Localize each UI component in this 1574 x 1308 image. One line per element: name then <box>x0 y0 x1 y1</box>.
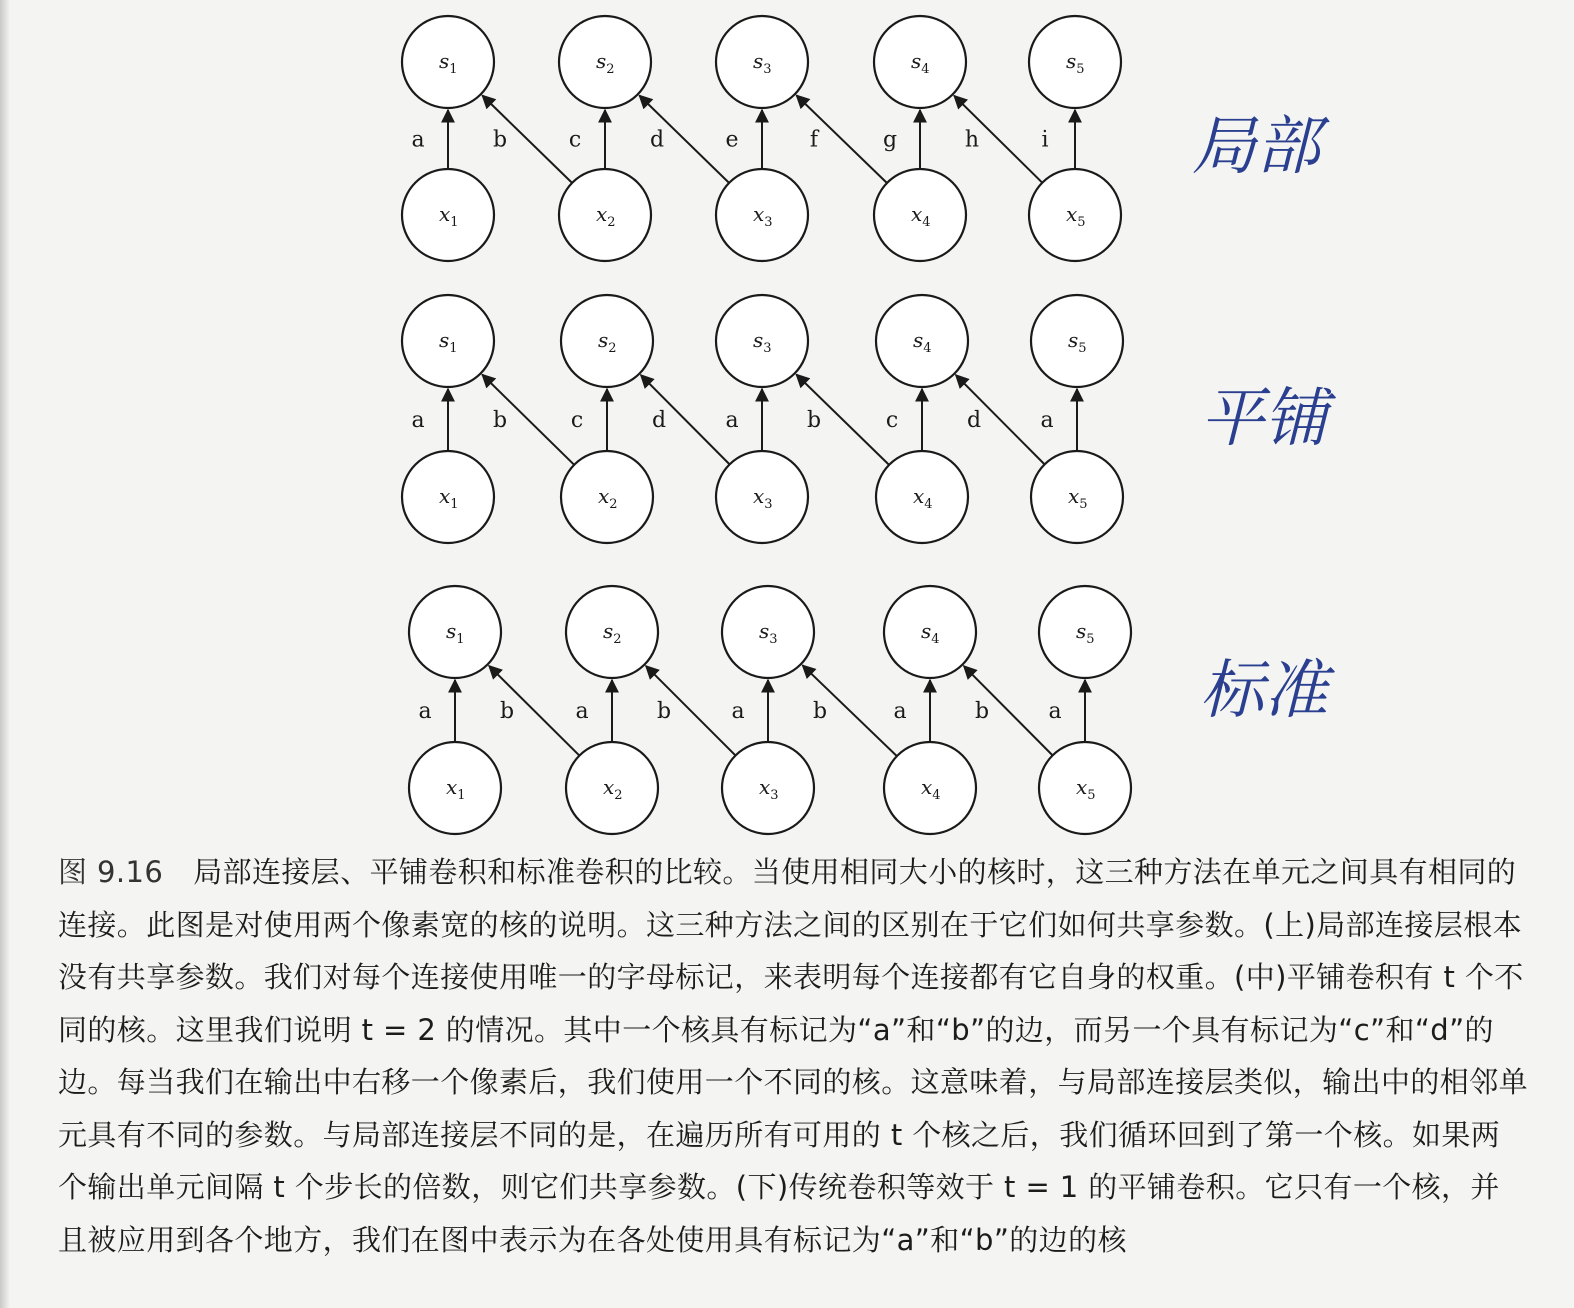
edge-label: e <box>725 127 739 153</box>
input-node-x3 <box>722 742 814 834</box>
output-node-s5 <box>1029 16 1121 108</box>
input-node-x5-label: $x_5$ <box>1076 775 1096 803</box>
output-node-s2-label: $s_2$ <box>596 49 615 77</box>
input-node-x4 <box>874 169 966 261</box>
input-node-x5-label: $x_5$ <box>1066 202 1086 230</box>
output-node-s4-label: $s_4$ <box>913 328 932 356</box>
input-node-x1 <box>409 742 501 834</box>
input-node-x4-label: $x_4$ <box>911 202 931 230</box>
panel-standard <box>409 586 1335 834</box>
edge-label: c <box>568 127 582 153</box>
output-node-s1 <box>402 16 494 108</box>
output-node-s3 <box>716 16 808 108</box>
edge-label: a <box>731 699 745 724</box>
input-node-x1 <box>402 451 494 543</box>
output-node-s2-label: $s_2$ <box>598 328 617 356</box>
output-node-s5-label: $s_5$ <box>1076 619 1095 647</box>
input-node-x2-label: $x_2$ <box>598 484 618 512</box>
output-node-s4 <box>874 16 966 108</box>
output-node-s3 <box>716 295 808 387</box>
input-node-x5-label: $x_5$ <box>1068 484 1088 512</box>
input-node-x3-label: $x_3$ <box>759 775 779 803</box>
handwritten-annotation-standard: 标准 <box>1200 654 1328 728</box>
input-node-x5 <box>1029 169 1121 261</box>
input-node-x4-label: $x_4$ <box>921 775 941 803</box>
input-node-x5 <box>1039 742 1131 834</box>
output-node-s1 <box>402 295 494 387</box>
handwritten-annotation-tiled: 平铺 <box>1200 382 1328 456</box>
edge-label: d <box>651 408 667 433</box>
input-node-x2-label: $x_2$ <box>596 202 616 230</box>
output-node-s2 <box>559 16 651 108</box>
output-node-s2-label: $s_2$ <box>603 619 622 647</box>
output-node-s4 <box>876 295 968 387</box>
output-node-s1-label: $s_1$ <box>446 619 465 647</box>
output-node-s5-label: $s_5$ <box>1066 49 1085 77</box>
output-node-s5 <box>1039 586 1131 678</box>
edge-label: a <box>725 408 739 433</box>
edge-label: c <box>570 408 584 433</box>
edge-label: a <box>418 699 432 724</box>
input-node-x3 <box>716 451 808 543</box>
input-node-x2 <box>559 169 651 261</box>
output-node-s5 <box>1031 295 1123 387</box>
input-node-x2-label: $x_2$ <box>603 775 623 803</box>
edge-label: a <box>893 699 907 724</box>
panel-tiled <box>402 295 1337 543</box>
output-node-s1-label: $s_1$ <box>439 49 458 77</box>
edge-label: h <box>964 127 980 153</box>
edge-label: a <box>411 127 425 153</box>
input-node-x4 <box>884 742 976 834</box>
edge-label: b <box>812 699 828 724</box>
output-node-s1 <box>409 586 501 678</box>
input-node-x1-label: $x_1$ <box>439 484 459 512</box>
edge-label: d <box>649 127 665 153</box>
input-node-x1-label: $x_1$ <box>439 202 459 230</box>
edge-label: a <box>1048 699 1062 724</box>
edge-label: f <box>809 127 819 153</box>
edge-label: c <box>885 408 899 433</box>
input-node-x1 <box>402 169 494 261</box>
input-node-x3-label: $x_3$ <box>753 202 773 230</box>
input-node-x4-label: $x_4$ <box>913 484 933 512</box>
input-node-x2 <box>561 451 653 543</box>
input-node-x2 <box>566 742 658 834</box>
output-node-s3 <box>722 586 814 678</box>
output-node-s4-label: $s_4$ <box>921 619 940 647</box>
edge-label: b <box>656 699 672 724</box>
edge-label: g <box>882 127 898 153</box>
output-node-s2 <box>561 295 653 387</box>
edge-label: a <box>411 408 425 433</box>
edge-label: d <box>966 408 982 433</box>
edge-label: b <box>492 127 508 153</box>
output-node-s3-label: $s_3$ <box>759 619 778 647</box>
edge-label: i <box>1041 127 1049 153</box>
edge-label: a <box>1040 408 1054 433</box>
output-node-s4-label: $s_4$ <box>911 49 930 77</box>
output-node-s3-label: $s_3$ <box>753 328 772 356</box>
output-node-s5-label: $s_5$ <box>1068 328 1087 356</box>
input-node-x3-label: $x_3$ <box>753 484 773 512</box>
panel-local <box>402 16 1330 261</box>
input-node-x4 <box>876 451 968 543</box>
input-node-x1-label: $x_1$ <box>446 775 466 803</box>
caption-figure-number: 图 9.16 <box>58 855 164 889</box>
edge-label: b <box>806 408 822 433</box>
input-node-x5 <box>1031 451 1123 543</box>
caption-text: 局部连接层、平铺卷积和标准卷积的比较。当使用相同大小的核时，这三种方法在单元之间具有相同的连接。此图是对使用两个像素宽的核的说明。这三种方法之间的区别在于它们如何共享参数。(上)局部连接层根本没有共享参数。我们对每个连接使用唯一的字母标记，来表明每个连接都有它自身的权重。(中)平铺卷积有 t 个不同的核。这里我们说明 t = 2 的情况。其中一个核具有标记为“a”和“b”的边，而另一个具有标记为“c”和“d”的边。每当我们在输出中右移一个像素后，我们使用一个不同的核。这意味着，与局部连接层类似，输出中的相邻单元具有不同的参数。与局部连接层不同的是，在遍历所有可用的 t 个核之后，我们循环回到了第一个核。如果两个输出单元间隔 t 个步长的倍数，则它们共享参数。(下)传统卷积等效于 t = 1 的平铺卷积。它只有一个核，并且被应用到各个地方，我们在图中表示为在各处使用具有标记为“a”和“b”的边的核 <box>58 855 1529 1257</box>
edge-label: a <box>575 699 589 724</box>
edge-label: b <box>974 699 990 724</box>
handwritten-annotation-local: 局部 <box>1192 110 1320 184</box>
output-node-s3-label: $s_3$ <box>753 49 772 77</box>
output-node-s4 <box>884 586 976 678</box>
figure-caption <box>58 846 1528 1266</box>
edge-label: b <box>492 408 508 433</box>
edge-label: b <box>499 699 515 724</box>
output-node-s2 <box>566 586 658 678</box>
output-node-s1-label: $s_1$ <box>439 328 458 356</box>
input-node-x3 <box>716 169 808 261</box>
